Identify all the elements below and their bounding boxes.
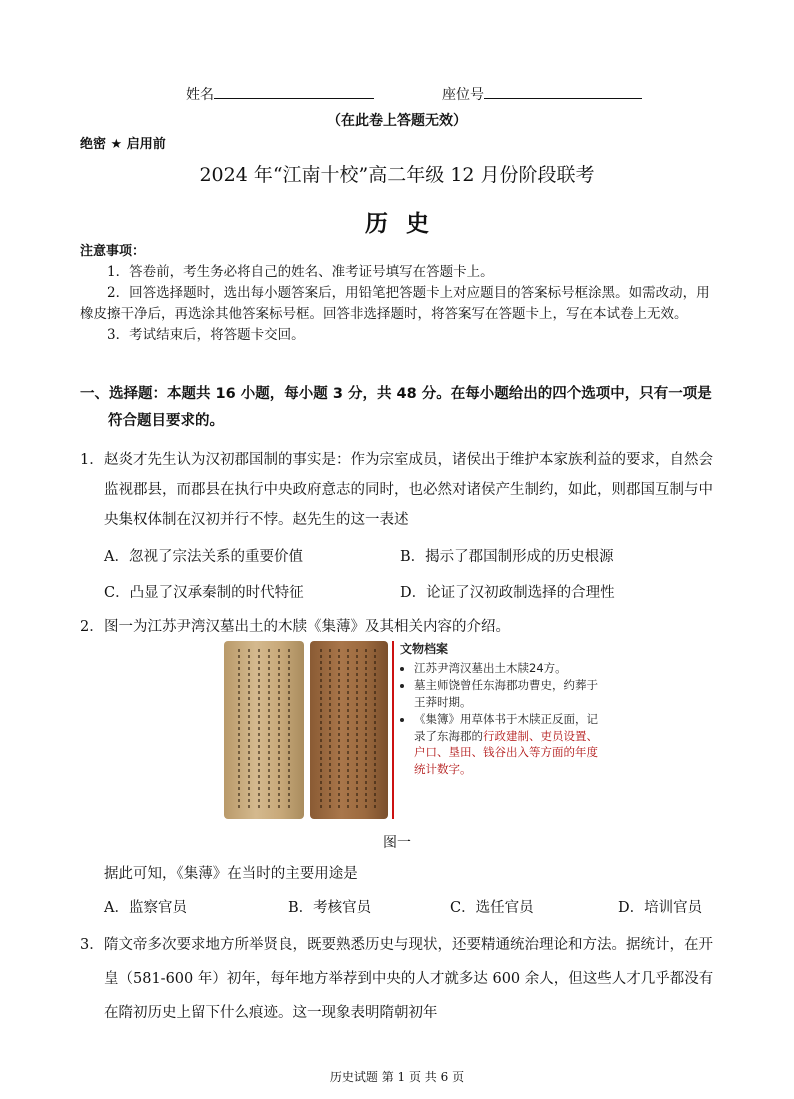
invalid-note: （在此卷上答题无效） [327,113,467,129]
seat-blank[interactable] [484,84,642,99]
question-3 [80,928,720,1030]
card-bullet-highlight: 行政建制、吏员设置、户口、垦田、钱谷出入等方面的年度统计数字。 [414,728,598,776]
section-heading-line1: 一、选择题：本题共 16 小题，每小题 3 分，共 48 分。在每小题给出的四个选项中，只有一项是 [80,386,712,402]
q1-option-d[interactable]: D．论证了汉初政制选择的合理性 [400,585,615,601]
card-title: 文物档案 [400,642,449,656]
q2-option-b[interactable]: B．考核官员 [288,900,372,916]
wooden-slip-back-image [310,641,388,819]
note-item: 2．回答选择题时，选出每小题答案后，用铅笔把答题卡上对应题目的答案标号框涂黑。如需改动，用橡皮擦干净后，再选涂其他答案标号框。回答非选择题时，将答案写在答题卡上，写在本试卷上无效。 [80,285,710,322]
question-number: 2． [80,619,104,635]
q1-option-b[interactable]: B．揭示了郡国制形成的历史根源 [400,549,614,565]
name-label: 姓名 [186,87,214,103]
q2-option-c[interactable]: C．选任官员 [450,900,534,916]
card-bullet [414,711,598,777]
q2-option-d[interactable]: D．培训官员 [618,900,703,916]
notes-block [80,241,720,346]
question-1 [80,445,720,535]
card-bullet: • 墓主师饶曾任东海郡功曹史，约葬于王莽时期。 [414,677,598,710]
q1-option-a[interactable]: A．忽视了宗法关系的重要价值 [104,549,303,565]
note-item: 3．考试结束后，将答题卡交回。 [107,327,305,343]
secret-label: 绝密 ★ 启用前 [80,137,166,152]
section-heading-line2: 符合题目要求的。 [108,413,224,429]
exam-title: 2024 年“江南十校”高二年级 12 月份阶段联考 [199,164,595,186]
name-field[interactable] [186,84,374,104]
subject-title: 历史 [365,210,447,237]
seat-label: 座位号 [442,87,484,103]
name-blank[interactable] [214,84,374,99]
q2-option-a[interactable]: A．监察官员 [104,900,187,916]
artifact-info-card [392,641,598,819]
section-heading [80,381,720,435]
q1-option-c[interactable]: C．凸显了汉承秦制的时代特征 [104,585,304,601]
seat-field[interactable] [442,84,642,104]
question-number: 3． [80,937,104,953]
question-number: 1． [80,452,104,468]
question-stem: 隋文帝多次要求地方所举贤良，既要熟悉历史与现状，还要精通统治理论和方法。据统计，在开皇（581-600 年）初年，每年地方举荐到中央的人才就多达 600 余人，但这些人才几乎都没有在隋初历史上留下什么痕迹。这一现象表明隋朝初年 [104,937,714,1021]
figure-caption: 图一 [383,835,411,851]
notes-title: 注意事项： [80,244,146,259]
question-2 [80,616,720,638]
question-stem: 图一为江苏尹湾汉墓出土的木牍《集薄》及其相关内容的介绍。 [104,619,510,635]
card-bullet: • 江苏尹湾汉墓出土木牍24方。 [414,660,598,677]
question-stem: 赵炎才先生认为汉初郡国制的事实是：作为宗室成员，诸侯出于维护本家族利益的要求，自然会监视郡县，而郡县在执行中央政府意志的同时，也必然对诸侯产生制约，如此，则郡国互制与中央集权体制在汉初并行不悖。赵先生的这一表述 [104,452,713,528]
figure-1 [224,641,596,819]
wooden-slip-front-image [224,641,304,819]
card-bullet-text: 《集簿》用草体书于木牍正反面，记录了东海郡的 [414,712,598,743]
question-2-stem2: 据此可知，《集薄》在当时的主要用途是 [104,866,358,882]
note-item: 1．答卷前，考生务必将自己的姓名、准考证号填写在答题卡上。 [107,264,494,280]
page-footer: 历史试题 第 1 页 共 6 页 [329,1070,465,1084]
